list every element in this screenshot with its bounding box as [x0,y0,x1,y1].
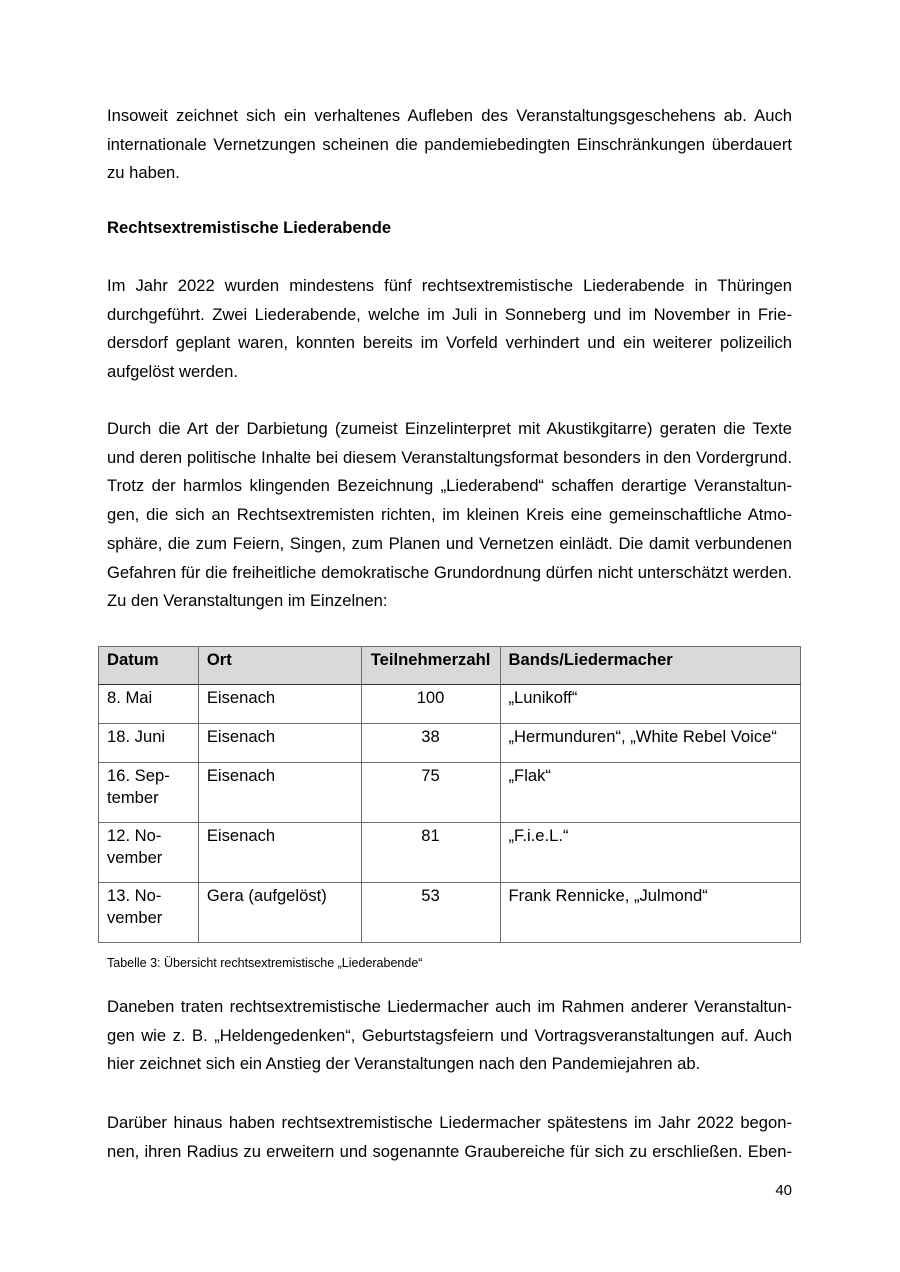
cell-datum: 8. Mai [99,685,199,724]
paragraph-1 [107,272,792,387]
text-line: und deren politische Inhalte bei diesem Veranstaltungsformat besonders in den Vordergrund. [107,447,792,467]
table-caption: Tabelle 3: Übersicht rechtsextremistische „Liederabende“ [107,956,423,970]
text-line: internationale Vernetzungen scheinen die pandemiebedingten Einschränkungen überdauert [107,134,792,154]
text-line: aufgelöst werden. [107,362,238,382]
cell-bands: „Hermunduren“, „White Rebel Voice“ [500,724,800,763]
cell-bands: „Lunikoff“ [500,685,800,724]
text-line: dersdorf geplant waren, konnten bereits im Vorfeld verhindert und ein weiterer polizeilich [107,333,792,353]
table-header-row [99,647,801,685]
text-line: Gefahren für die freiheitliche demokratische Grundordnung dürfen nicht unterschätzt werden. [107,562,792,582]
table-row [99,883,801,943]
cell-teilnehmerzahl: 100 [361,685,500,724]
text-line: Darüber hinaus haben rechtsextremistische Liedermacher spätestens im Jahr 2022 begon- [107,1113,792,1132]
header-bands: Bands/Liedermacher [500,647,800,685]
cell-teilnehmerzahl: 38 [361,724,500,763]
text-line: Zu den Veranstaltungen im Einzelnen: [107,591,388,611]
text-line: Insoweit zeichnet sich ein verhaltenes Aufleben des Veranstaltungsgeschehens ab. Auch [107,106,792,125]
cell-teilnehmerzahl: 81 [361,823,500,883]
events-table [98,646,801,943]
header-datum: Datum [99,647,199,685]
intro-paragraph [107,102,792,188]
cell-datum: 18. Juni [99,724,199,763]
text-line: durchgeführt. Zwei Liederabende, welche im Juli in Sonneberg und im November in Frie- [107,304,792,324]
table-row [99,685,801,724]
text-line: Durch die Art der Darbietung (zumeist Einzelinterpret mit Akustikgitarre) geraten die Texte [107,419,792,438]
cell-bands: „Flak“ [500,763,800,823]
paragraph-2 [107,415,792,616]
cell-ort: Eisenach [198,724,361,763]
cell-ort: Gera (aufgelöst) [198,883,361,943]
cell-ort: Eisenach [198,763,361,823]
cell-datum: 13. No-vember [99,883,199,943]
header-ort: Ort [198,647,361,685]
text-line: gen, die sich an Rechtsextremisten richten, im kleinen Kreis eine gemeinschaftliche Atmo- [107,505,792,525]
cell-ort: Eisenach [198,823,361,883]
paragraph-4 [107,1109,792,1166]
text-line: nen, ihren Radius zu erweitern und sogenannte Graubereiche für sich zu erschließen. Eben- [107,1141,792,1161]
cell-bands: Frank Rennicke, „Julmond“ [500,883,800,943]
text-line: Daneben traten rechtsextremistische Liedermacher auch im Rahmen anderer Veranstaltun- [107,997,792,1016]
text-line: Im Jahr 2022 wurden mindestens fünf rechtsextremistische Liederabende in Thüringen [107,276,792,295]
cell-teilnehmerzahl: 53 [361,883,500,943]
section-heading: Rechtsextremistische Liederabende [107,218,392,237]
cell-ort: Eisenach [198,685,361,724]
page-number: 40 [775,1182,792,1199]
paragraph-3 [107,993,792,1079]
table-row [99,724,801,763]
table-row [99,823,801,883]
cell-datum: 16. Sep-tember [99,763,199,823]
cell-teilnehmerzahl: 75 [361,763,500,823]
text-line: hier zeichnet sich ein Anstieg der Veranstaltungen nach den Pandemiejahren ab. [107,1054,701,1074]
table-row [99,763,801,823]
text-line: sphäre, die zum Feiern, Singen, zum Planen und Vernetzen einlädt. Die damit verbundenen [107,533,792,553]
cell-datum: 12. No-vember [99,823,199,883]
text-line: zu haben. [107,163,180,183]
header-teilnehmerzahl: Teilnehmerzahl [361,647,500,685]
text-line: gen wie z. B. „Heldengedenken“, Geburtstagsfeiern und Vortragsveranstaltungen auf. Auch [107,1025,792,1045]
text-line: Trotz der harmlos klingenden Bezeichnung „Liederabend“ schaffen derartige Veranstaltun- [107,476,792,496]
cell-bands: „F.i.e.L.“ [500,823,800,883]
